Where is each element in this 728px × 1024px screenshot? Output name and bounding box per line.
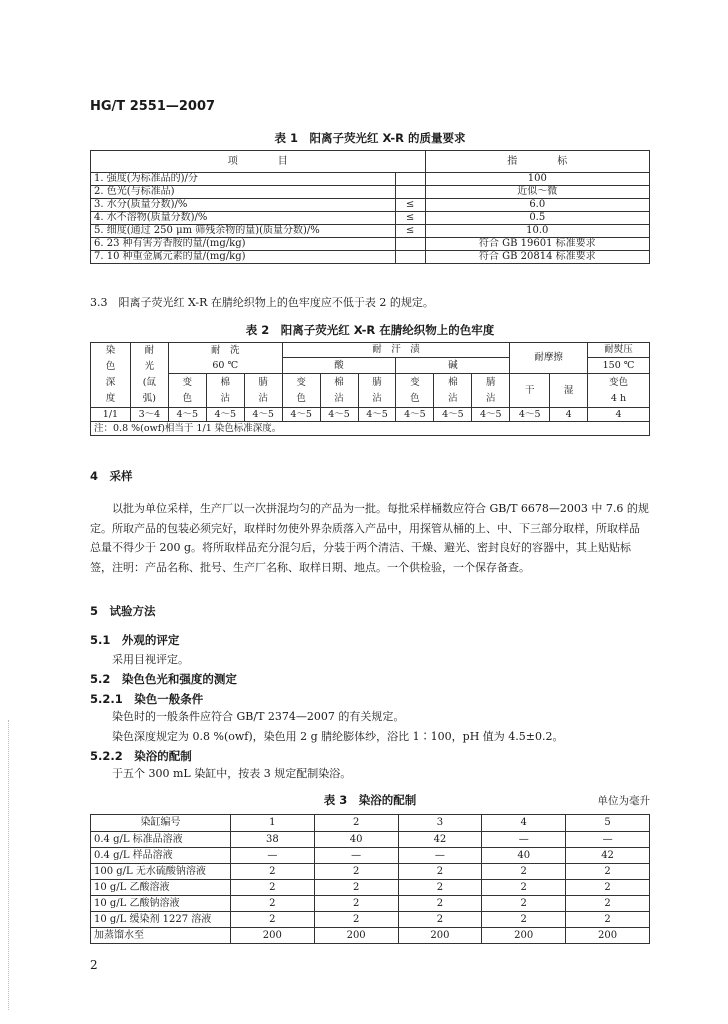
table2-value: 4～5 (206, 408, 244, 422)
table1-item: 7. 10 种重金属元素的量/(mg/kg) (91, 251, 396, 264)
table3-cell: 2 (398, 864, 482, 880)
table-row (91, 864, 650, 880)
press-temp: 150 ℃ (588, 357, 650, 374)
table1-op (395, 251, 425, 264)
table3-cell: 2 (230, 864, 314, 880)
table3-cell: 2 (566, 912, 650, 928)
table-row (91, 251, 650, 264)
table1-item: 2. 色光(与标准品) (91, 186, 396, 199)
table2-value: 4～5 (434, 408, 472, 422)
table2-value: 4 (588, 408, 650, 422)
table3-caption: 表 3 染浴的配制 (323, 793, 417, 807)
table3-cell: 2 (230, 912, 314, 928)
table3-cell: 200 (314, 928, 398, 944)
table3-cell: 2 (482, 880, 566, 896)
table2-value: 1/1 (91, 408, 131, 422)
table3-cell: 2 (566, 880, 650, 896)
table3-header-cell: 2 (314, 815, 398, 832)
press-time: 4 h (610, 392, 627, 404)
wash-change-2: 色 (182, 392, 193, 404)
table1-op (395, 238, 425, 251)
clause-5-2-1-body2: 染色深度规定为 0.8 %(owf)，染色用 2 g 腈纶膨体纱，浴比 1∶100，pH 值为 4.5±0.2。 (112, 730, 564, 743)
table1-op (395, 186, 425, 199)
alkali-cotton-2: 沾 (448, 392, 458, 404)
table3-cell: 2 (230, 880, 314, 896)
table3-cell: 2 (566, 896, 650, 912)
table1-item: 6. 23 种有害芳香胺的量/(mg/kg) (91, 238, 396, 251)
table1 (90, 150, 650, 264)
clause-5-1: 5.1 外观的评定 (90, 633, 180, 647)
table3-cell: — (482, 832, 566, 848)
table2-value: 4～5 (320, 408, 358, 422)
table2-value: 4～5 (358, 408, 396, 422)
rub-label: 耐摩擦 (510, 343, 588, 374)
table1-value: 10.0 (425, 225, 649, 238)
table3-cell: 42 (566, 848, 650, 864)
standard-code: HG/T 2551—2007 (90, 99, 216, 114)
table3-cell: 0.4 g/L 样品溶液 (91, 848, 231, 864)
wash-cotton-1: 棉 (220, 376, 230, 388)
table1-value: 0.5 (425, 212, 649, 225)
wash-nitrile-2: 沾 (258, 392, 268, 404)
table2-value: 4～5 (510, 408, 550, 422)
acid-change-1: 变 (296, 376, 306, 388)
table3-cell: 2 (566, 864, 650, 880)
table3-cell: 2 (314, 864, 398, 880)
table1-op: ≤ (395, 225, 425, 238)
table3-cell: 200 (230, 928, 314, 944)
table2-value: 4～5 (168, 408, 206, 422)
table3-cell: 2 (314, 896, 398, 912)
table3-header-cell: 染缸编号 (91, 815, 231, 832)
table1-caption: 表 1 阳离子荧光红 X-R 的质量要求 (274, 131, 466, 145)
acid-label: 酸 (282, 357, 396, 374)
table2 (90, 342, 650, 436)
table1-value: 100 (425, 173, 649, 186)
table-row (91, 848, 650, 864)
table3-cell: 42 (398, 832, 482, 848)
table3-cell: 38 (230, 832, 314, 848)
table1-item: 1. 强度(为标准品的)/分 (91, 173, 396, 186)
table-row (91, 832, 650, 848)
table2-value: 4 (550, 408, 588, 422)
dye-depth-label-1: 染 (105, 345, 116, 356)
light-label-3: (氙 (142, 377, 156, 388)
table3-cell: 2 (398, 912, 482, 928)
section4-body: 以批为单位采样，生产厂以一次拼混均匀的产品为一批。每批采样桶数应符合 GB/T 6678—2003 中 7.6 的规定。所取产品的包装必须完好，取样时勿使外界杂质落入产品中，用探管从桶的上、中、下三部分取样，所取样品总量不得少于 200 g。将所取样品充分混匀后，分装于两个清洁、干燥、避光、密封良好的容器中，其上贴贴标签，注明：产品名称、批号、生产厂名称、取样日期、地点。一个供检验，一个保存备查。 (90, 502, 649, 574)
table3-cell: 加蒸馏水至 (91, 928, 231, 944)
wash-change-1: 变 (182, 376, 193, 388)
table2-value: 4～5 (472, 408, 510, 422)
table2-note: 注：0.8 %(owf)相当于 1/1 染色标准深度。 (91, 422, 650, 436)
table1-value: 符合 GB 20814 标准要求 (425, 251, 649, 264)
wash-temp: 60 ℃ (212, 360, 239, 372)
table3-header-cell: 1 (230, 815, 314, 832)
alkali-nitrile-1: 腈 (486, 376, 496, 388)
alkali-label: 碱 (396, 357, 510, 374)
table3-cell: 100 g/L 无水硫酸钠溶液 (91, 864, 231, 880)
table1-header-item: 项 目 (91, 151, 426, 173)
table3-header-cell: 4 (482, 815, 566, 832)
wash-nitrile-1: 腈 (258, 376, 268, 388)
wash-cotton-2: 沾 (220, 392, 230, 404)
section4-title: 4 采样 (90, 469, 133, 483)
page-number: 2 (90, 958, 98, 972)
scan-edge-line (8, 720, 10, 1010)
table3-cell: 10 g/L 乙酸钠溶液 (91, 896, 231, 912)
alkali-change-2: 色 (410, 392, 420, 404)
table-row (91, 928, 650, 944)
table-row (91, 408, 650, 422)
table3-cell: — (398, 848, 482, 864)
acid-nitrile-2: 沾 (372, 392, 382, 404)
clause-5-2-2: 5.2.2 染浴的配制 (90, 749, 192, 763)
table-row (91, 912, 650, 928)
alkali-nitrile-2: 沾 (486, 392, 496, 404)
table2-value: 3～4 (130, 408, 168, 422)
table3-cell: 2 (398, 880, 482, 896)
table1-op (395, 173, 425, 186)
alkali-cotton-1: 棉 (448, 376, 458, 388)
table2-value: 4～5 (282, 408, 320, 422)
table3-cell: — (230, 848, 314, 864)
table-row (91, 880, 650, 896)
table3-cell: 200 (566, 928, 650, 944)
table3-cell: 2 (314, 912, 398, 928)
table3-header-cell: 3 (398, 815, 482, 832)
dye-depth-label-2: 色 (105, 361, 116, 372)
dye-depth-label-4: 度 (105, 393, 116, 404)
table3-cell: 2 (230, 896, 314, 912)
clause-3-3: 3.3 阳离子荧光红 X-R 在腈纶织物上的色牢度应不低于表 2 的规定。 (90, 296, 434, 309)
table-row (91, 173, 650, 186)
table-row (91, 199, 650, 212)
clause-5-1-body: 采用目视评定。 (112, 653, 189, 666)
table-row (91, 212, 650, 225)
acid-cotton-1: 棉 (334, 376, 344, 388)
table-row (91, 896, 650, 912)
table3-cell: 2 (314, 880, 398, 896)
table3-cell: 200 (398, 928, 482, 944)
rub-dry-label: 干 (510, 374, 550, 408)
table3 (90, 814, 650, 944)
table3-cell: 10 g/L 缓染剂 1227 溶液 (91, 912, 231, 928)
light-label-4: 弧) (142, 393, 156, 404)
table3-cell: 2 (482, 864, 566, 880)
table1-item: 3. 水分(质量分数)/% (91, 199, 396, 212)
table2-value: 4～5 (244, 408, 282, 422)
table3-cell: 40 (314, 832, 398, 848)
table1-value: 6.0 (425, 199, 649, 212)
table3-header-cell: 5 (566, 815, 650, 832)
table2-caption: 表 2 阳离子荧光红 X-R 在腈纶织物上的色牢度 (245, 323, 495, 337)
dye-depth-label-3: 深 (105, 377, 116, 388)
table2-value: 4～5 (396, 408, 434, 422)
acid-cotton-2: 沾 (334, 392, 344, 404)
table1-value: 近似～微 (425, 186, 649, 199)
table3-unit: 单位为毫升 (597, 795, 650, 807)
clause-5-2-1: 5.2.1 染色一般条件 (90, 692, 204, 706)
table3-cell: — (566, 832, 650, 848)
alkali-change-1: 变 (410, 376, 420, 388)
wash-label: 耐 洗 (210, 345, 240, 357)
section5-title: 5 试验方法 (90, 604, 156, 618)
table3-cell: 2 (482, 896, 566, 912)
table1-op: ≤ (395, 199, 425, 212)
table3-cell: 2 (482, 912, 566, 928)
table3-cell: 40 (482, 848, 566, 864)
clause-5-2: 5.2 染色色光和强度的测定 (90, 672, 237, 686)
table1-item: 4. 水不溶物(质量分数)/% (91, 212, 396, 225)
table1-item: 5. 细度(通过 250 μm 筛残余物的量)(质量分数)/% (91, 225, 396, 238)
table3-cell: 200 (482, 928, 566, 944)
light-label-2: 光 (144, 361, 155, 372)
table1-header-index: 指 标 (425, 151, 649, 173)
table3-cell: 2 (398, 896, 482, 912)
table-row (91, 238, 650, 251)
press-label: 耐熨压 (588, 343, 650, 358)
rub-wet-label: 湿 (550, 374, 588, 408)
table-row (91, 186, 650, 199)
press-change-label: 变色 (609, 376, 629, 388)
table1-op: ≤ (395, 212, 425, 225)
sweat-label: 耐 汗 渍 (282, 343, 510, 358)
clause-5-2-1-body1: 染色时的一般条件应符合 GB/T 2374—2007 的有关规定。 (112, 710, 405, 723)
acid-nitrile-1: 腈 (372, 376, 382, 388)
light-label-1: 耐 (144, 345, 155, 356)
table-row (91, 225, 650, 238)
table3-header-row (91, 815, 650, 832)
table3-cell: — (314, 848, 398, 864)
table3-cell: 0.4 g/L 标准品溶液 (91, 832, 231, 848)
acid-change-2: 色 (296, 392, 306, 404)
table1-value: 符合 GB 19601 标准要求 (425, 238, 649, 251)
clause-5-2-2-body: 于五个 300 mL 染缸中，按表 3 规定配制染浴。 (112, 767, 352, 780)
table3-cell: 10 g/L 乙酸溶液 (91, 880, 231, 896)
